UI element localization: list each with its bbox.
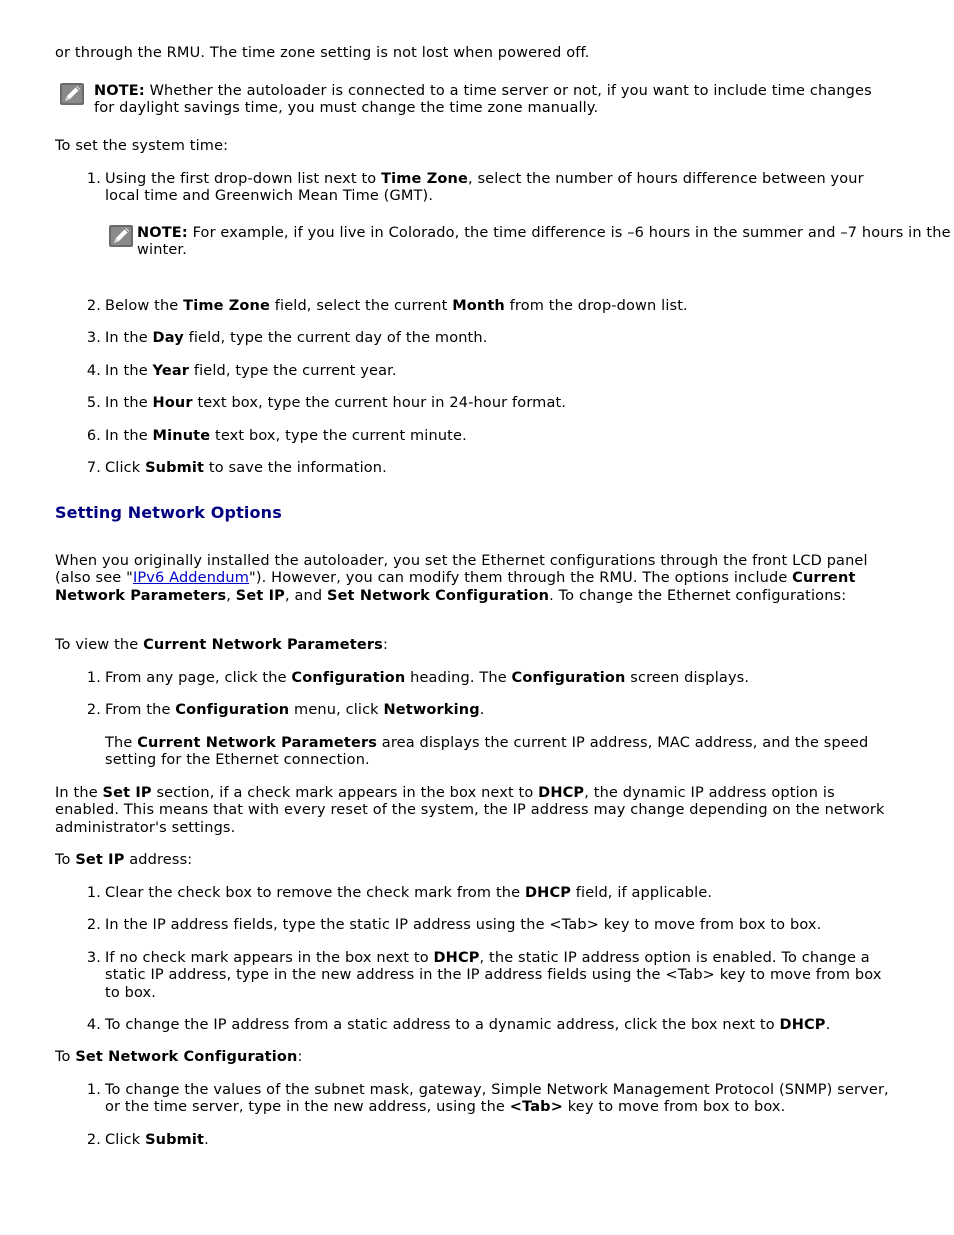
section-title: Setting Network Options — [55, 503, 282, 522]
note-daylight-savings — [54, 83, 896, 118]
time-step-7 — [55, 460, 897, 477]
list-item: 6. In the Minute text box, type the current minute. — [86, 428, 467, 444]
list-item: 5. In the Hour text box, type the current hour in 24-hour format. — [86, 395, 567, 411]
list-item: 1. To change the values of the subnet mask, gateway, Simple Network Management Protocol (SNMP) server, or the time server, type in the new address, using the <Tab> key to move from box to box. — [86, 1082, 889, 1116]
netconf-heading: To Set Network Configuration: — [55, 1049, 303, 1065]
list-item: 4. To change the IP address from a static address to a dynamic address, click the box next to DHCP. — [86, 1017, 831, 1033]
setip-heading: To Set IP address: — [55, 852, 193, 868]
list-item: 3. If no check mark appears in the box next to DHCP, the static IP address option is enabled. To change a static IP address, type in the new address in the IP address fields using the <Tab> key to move from box to box. — [86, 950, 882, 1001]
note-text: For example, if you live in Colorado, the time difference is –6 hours in the summer and –7 hours in the winter. — [137, 225, 951, 259]
time-steps-list-continued — [55, 298, 897, 315]
setip-step-4 — [55, 1017, 897, 1034]
view-params-heading: To view the Current Network Parameters: — [55, 637, 388, 653]
time-step-6 — [55, 428, 897, 445]
setip-step-2 — [55, 917, 897, 934]
note-pencil-icon — [60, 83, 84, 105]
note-text: Whether the autoloader is connected to a time server or not, if you want to include time changes for daylight savings time, you must change the time zone manually. — [94, 83, 872, 117]
list-item: 2. Click Submit. — [86, 1132, 209, 1148]
list-item: 2. Below the Time Zone field, select the current Month from the drop-down list. — [86, 298, 688, 314]
note-colorado-example — [53, 225, 951, 260]
list-item: 1. From any page, click the Configuration heading. The Configuration screen displays. — [86, 670, 750, 686]
setip-step-1 — [55, 885, 897, 902]
setip-step-3 — [55, 950, 897, 1002]
netconf-step-1 — [55, 1082, 897, 1117]
time-step-3 — [55, 330, 897, 347]
note-label: NOTE: — [94, 83, 145, 99]
view-steps-list — [55, 670, 897, 687]
time-steps-list — [55, 171, 897, 206]
time-step-5 — [55, 395, 897, 412]
list-item: 3. In the Day field, type the current day of the month. — [86, 330, 488, 346]
list-item: 1. Clear the check box to remove the check mark from the DHCP field, if applicable. — [86, 885, 713, 901]
list-item: 2. In the IP address fields, type the static IP address using the <Tab> key to move from box to box. — [86, 917, 822, 933]
setip-paragraph: In the Set IP section, if a check mark appears in the box next to DHCP, the dynamic IP address option is enabled. This means that with every reset of the system, the IP address may change depending on the network administrator's settings. — [55, 785, 885, 836]
note-label: NOTE: — [137, 225, 188, 241]
note-pencil-icon — [109, 225, 133, 247]
netconf-step-2 — [55, 1132, 897, 1149]
ipv6-addendum-link[interactable]: IPv6 Addendum — [132, 570, 250, 587]
network-intro: When you originally installed the autoloader, you set the Ethernet configurations through the front LCD panel (also see "IPv6 Addendum"). However, you can modify them through the RMU. The options include Current Network Parameters, Set IP, and Set Network Configuration. To change the Ethernet configurations: — [55, 553, 868, 604]
list-item: 7. Click Submit to save the information. — [86, 460, 387, 476]
list-item: 4. In the Year field, type the current year. — [86, 363, 397, 379]
time-step-4 — [55, 363, 897, 380]
view-step-2 — [55, 702, 897, 719]
list-item: 2. From the Configuration menu, click Networking. — [86, 702, 485, 718]
view-sub-text: The Current Network Parameters area displays the current IP address, MAC address, and the speed setting for the Ethernet connection. — [105, 735, 869, 769]
system-time-heading: To set the system time: — [55, 138, 229, 154]
list-item: 1. Using the first drop-down list next to Time Zone, select the number of hours difference between your local time and Greenwich Mean Time (GMT). — [86, 171, 864, 205]
intro-text: or through the RMU. The time zone setting is not lost when powered off. — [55, 45, 590, 61]
